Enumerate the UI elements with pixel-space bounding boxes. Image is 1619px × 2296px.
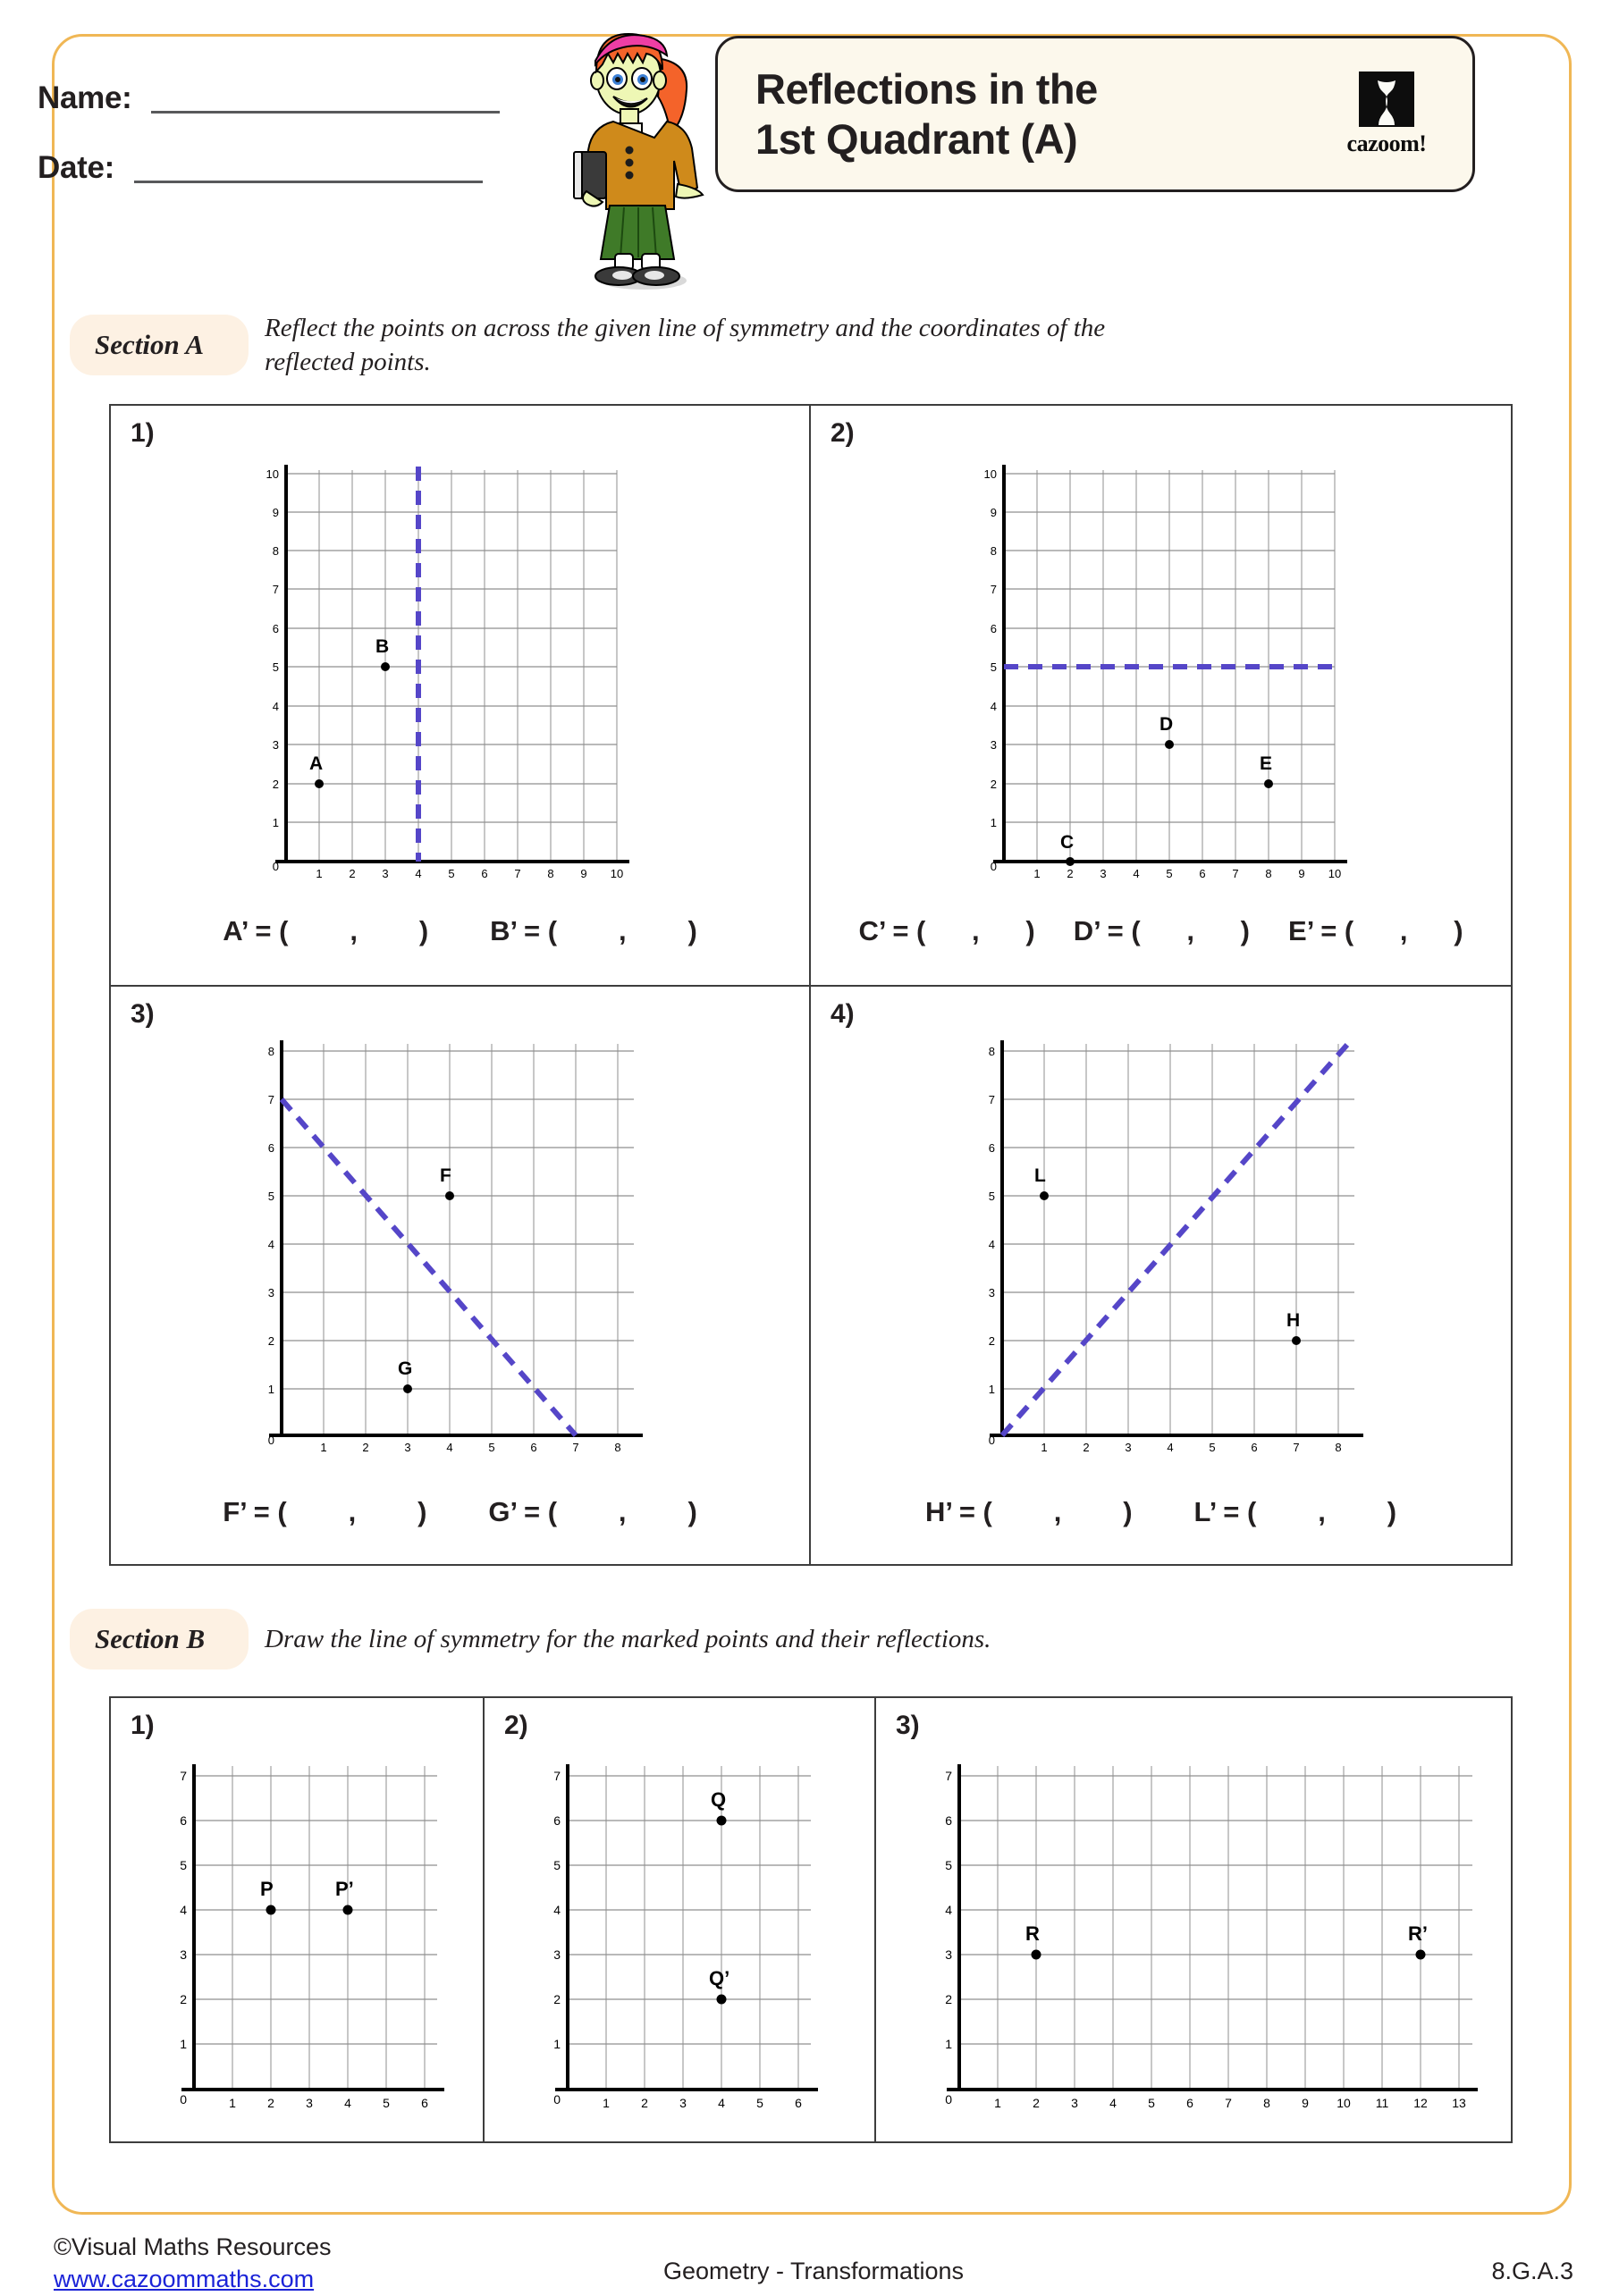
svg-text:12: 12 bbox=[1413, 2096, 1428, 2110]
svg-text:6: 6 bbox=[1251, 1441, 1258, 1451]
svg-text:4: 4 bbox=[553, 1903, 561, 1917]
svg-text:4: 4 bbox=[1133, 867, 1140, 878]
footer-website-link[interactable]: www.cazoommaths.com bbox=[54, 2266, 315, 2293]
svg-text:4: 4 bbox=[945, 1903, 952, 1917]
svg-text:4: 4 bbox=[1109, 2096, 1117, 2110]
svg-text:5: 5 bbox=[945, 1858, 952, 1872]
svg-text:2: 2 bbox=[267, 2096, 274, 2110]
svg-text:B: B bbox=[375, 636, 390, 657]
svg-text:9: 9 bbox=[272, 506, 279, 519]
plot-a2 bbox=[972, 458, 1401, 882]
svg-text:4: 4 bbox=[988, 1238, 995, 1251]
svg-text:6: 6 bbox=[945, 1813, 952, 1828]
svg-text:D: D bbox=[1159, 714, 1174, 735]
svg-text:2: 2 bbox=[180, 1992, 187, 2006]
section-b-pill bbox=[70, 1609, 249, 1669]
svg-text:E: E bbox=[1260, 753, 1273, 774]
svg-text:5: 5 bbox=[990, 660, 997, 674]
question-cell-b2 bbox=[485, 1698, 876, 2141]
svg-text:8: 8 bbox=[267, 1045, 274, 1058]
svg-text:8: 8 bbox=[547, 867, 554, 878]
footer-topic: Geometry - Transformations bbox=[662, 2258, 965, 2284]
svg-text:1: 1 bbox=[272, 816, 279, 829]
svg-text:7: 7 bbox=[1232, 867, 1239, 878]
svg-text:3: 3 bbox=[1100, 867, 1107, 878]
svg-text:4: 4 bbox=[718, 2096, 725, 2110]
question-number-b2: 2) bbox=[504, 1711, 528, 1740]
name-input-line[interactable] bbox=[151, 87, 500, 114]
svg-text:3: 3 bbox=[679, 2096, 687, 2110]
question-cell-a4 bbox=[811, 985, 1511, 1564]
svg-text:5: 5 bbox=[180, 1858, 187, 1872]
svg-text:0: 0 bbox=[945, 2092, 952, 2107]
date-input-line[interactable] bbox=[134, 156, 483, 183]
question-number-a3: 3) bbox=[131, 999, 155, 1029]
svg-text:2: 2 bbox=[272, 778, 279, 791]
svg-text:4: 4 bbox=[180, 1903, 187, 1917]
svg-text:3: 3 bbox=[267, 1286, 274, 1299]
answer-line-a1[interactable]: A’ = ( , ) B’ = ( , ) bbox=[223, 915, 697, 946]
svg-text:4: 4 bbox=[272, 700, 279, 713]
svg-text:2: 2 bbox=[1067, 867, 1074, 878]
svg-text:2: 2 bbox=[1083, 1441, 1090, 1451]
section-b-row-1 bbox=[111, 1698, 1511, 2141]
cazoom-logo bbox=[1333, 71, 1440, 157]
svg-text:3: 3 bbox=[553, 1947, 561, 1962]
svg-text:8: 8 bbox=[614, 1441, 621, 1451]
svg-text:10: 10 bbox=[610, 867, 624, 878]
date-label: Date: bbox=[38, 150, 115, 185]
svg-text:5: 5 bbox=[488, 1441, 495, 1451]
svg-text:4: 4 bbox=[990, 700, 997, 713]
svg-text:3: 3 bbox=[382, 867, 389, 878]
worksheet-header bbox=[0, 0, 1619, 268]
svg-text:2: 2 bbox=[1033, 2096, 1040, 2110]
svg-text:7: 7 bbox=[553, 1769, 561, 1783]
svg-text:0: 0 bbox=[272, 860, 279, 873]
svg-text:7: 7 bbox=[945, 1769, 952, 1783]
svg-text:9: 9 bbox=[580, 867, 587, 878]
svg-text:2: 2 bbox=[641, 2096, 648, 2110]
section-b-label: Section B bbox=[95, 1623, 206, 1654]
svg-text:7: 7 bbox=[272, 583, 279, 596]
svg-text:8: 8 bbox=[988, 1045, 995, 1058]
svg-text:P: P bbox=[260, 1878, 274, 1900]
question-cell-a1 bbox=[111, 406, 811, 985]
svg-text:F: F bbox=[440, 1165, 451, 1186]
svg-text:1: 1 bbox=[990, 816, 997, 829]
page-title-line-2: 1st Quadrant (A) bbox=[755, 114, 1078, 163]
svg-text:1: 1 bbox=[316, 867, 323, 878]
svg-text:3: 3 bbox=[1125, 1441, 1132, 1451]
svg-text:0: 0 bbox=[988, 1434, 995, 1447]
svg-text:3: 3 bbox=[180, 1947, 187, 1962]
plot-a1 bbox=[254, 458, 683, 882]
svg-text:R: R bbox=[1025, 1922, 1040, 1945]
svg-text:0: 0 bbox=[553, 2092, 561, 2107]
svg-text:1: 1 bbox=[945, 2037, 952, 2051]
svg-text:5: 5 bbox=[1148, 2096, 1155, 2110]
svg-text:4: 4 bbox=[344, 2096, 351, 2110]
plot-a3 bbox=[249, 1031, 679, 1456]
svg-text:10: 10 bbox=[1328, 867, 1342, 878]
svg-text:11: 11 bbox=[1375, 2096, 1389, 2110]
svg-text:1: 1 bbox=[320, 1441, 327, 1451]
svg-text:0: 0 bbox=[267, 1434, 274, 1447]
svg-text:7: 7 bbox=[1293, 1441, 1300, 1451]
svg-text:2: 2 bbox=[362, 1441, 369, 1451]
svg-text:6: 6 bbox=[990, 622, 997, 635]
svg-text:10: 10 bbox=[983, 467, 997, 481]
svg-text:6: 6 bbox=[421, 2096, 428, 2110]
section-a-row-2 bbox=[111, 985, 1511, 1564]
svg-text:3: 3 bbox=[306, 2096, 313, 2110]
svg-text:5: 5 bbox=[272, 660, 279, 674]
svg-text:9: 9 bbox=[1298, 867, 1305, 878]
answer-line-a4[interactable]: H’ = ( , ) L’ = ( , ) bbox=[924, 1496, 1397, 1527]
question-number-a2: 2) bbox=[831, 418, 855, 448]
svg-text:3: 3 bbox=[272, 738, 279, 752]
svg-text:G: G bbox=[398, 1358, 413, 1379]
svg-text:6: 6 bbox=[530, 1441, 537, 1451]
svg-text:10: 10 bbox=[1337, 2096, 1351, 2110]
svg-text:R’: R’ bbox=[1408, 1922, 1428, 1945]
svg-text:P’: P’ bbox=[335, 1878, 354, 1900]
page-title bbox=[755, 64, 1098, 164]
svg-text:6: 6 bbox=[272, 622, 279, 635]
svg-text:Q: Q bbox=[711, 1788, 727, 1811]
svg-text:6: 6 bbox=[481, 867, 488, 878]
svg-text:1: 1 bbox=[988, 1383, 995, 1396]
svg-text:C: C bbox=[1060, 832, 1075, 853]
svg-text:7: 7 bbox=[988, 1093, 995, 1106]
svg-text:8: 8 bbox=[990, 544, 997, 558]
svg-text:13: 13 bbox=[1452, 2096, 1466, 2110]
svg-text:1: 1 bbox=[994, 2096, 1001, 2110]
worksheet-title-box bbox=[715, 36, 1475, 192]
svg-text:8: 8 bbox=[1263, 2096, 1270, 2110]
svg-text:4: 4 bbox=[415, 867, 422, 878]
svg-text:5: 5 bbox=[553, 1858, 561, 1872]
svg-text:8: 8 bbox=[1265, 867, 1272, 878]
svg-text:7: 7 bbox=[514, 867, 521, 878]
section-b-bar bbox=[70, 1609, 1411, 1669]
svg-text:1: 1 bbox=[229, 2096, 236, 2110]
page-title-line-1: Reflections in the bbox=[755, 65, 1098, 114]
svg-text:6: 6 bbox=[1199, 867, 1206, 878]
svg-text:L: L bbox=[1034, 1165, 1046, 1186]
svg-text:H: H bbox=[1286, 1310, 1301, 1331]
svg-text:7: 7 bbox=[990, 583, 997, 596]
svg-text:5: 5 bbox=[756, 2096, 763, 2110]
vase-logo-icon bbox=[1359, 71, 1414, 127]
question-number-b1: 1) bbox=[131, 1711, 155, 1740]
logo-wordmark: cazoom! bbox=[1346, 130, 1427, 156]
svg-text:4: 4 bbox=[1167, 1441, 1174, 1451]
svg-text:2: 2 bbox=[945, 1992, 952, 2006]
svg-text:3: 3 bbox=[1071, 2096, 1078, 2110]
svg-text:1: 1 bbox=[1033, 867, 1041, 878]
section-a-row-1 bbox=[111, 406, 1511, 985]
section-b-instruction: Draw the line of symmetry for the marked points and their reflections. bbox=[265, 1624, 991, 1653]
svg-text:6: 6 bbox=[1186, 2096, 1193, 2110]
section-a-label: Section A bbox=[95, 329, 205, 361]
svg-text:7: 7 bbox=[1225, 2096, 1232, 2110]
svg-text:A: A bbox=[309, 753, 324, 774]
question-cell-a2 bbox=[811, 406, 1511, 985]
name-label: Name: bbox=[38, 80, 132, 115]
svg-text:6: 6 bbox=[553, 1813, 561, 1828]
footer-copyright: ©Visual Maths Resources bbox=[54, 2233, 332, 2260]
svg-text:7: 7 bbox=[572, 1441, 579, 1451]
svg-text:2: 2 bbox=[990, 778, 997, 791]
section-a-question-table bbox=[109, 404, 1513, 1566]
question-number-b3: 3) bbox=[896, 1711, 920, 1740]
svg-text:7: 7 bbox=[267, 1093, 274, 1106]
svg-text:9: 9 bbox=[1302, 2096, 1309, 2110]
svg-text:2: 2 bbox=[988, 1334, 995, 1348]
svg-text:8: 8 bbox=[272, 544, 279, 558]
name-field-row bbox=[38, 82, 500, 114]
svg-text:0: 0 bbox=[180, 2092, 187, 2107]
svg-text:10: 10 bbox=[266, 467, 279, 481]
svg-text:5: 5 bbox=[1209, 1441, 1216, 1451]
plot-b1 bbox=[160, 1754, 464, 2115]
question-cell-b1 bbox=[111, 1698, 485, 2141]
section-a-instruction: Reflect the points on across the given line of symmetry and the coordinates of the reflected points. bbox=[265, 314, 1106, 377]
student-girl-illustration bbox=[554, 16, 724, 293]
svg-text:5: 5 bbox=[1166, 867, 1173, 878]
svg-text:6: 6 bbox=[267, 1141, 274, 1155]
question-cell-a3 bbox=[111, 985, 811, 1564]
svg-text:8: 8 bbox=[1335, 1441, 1342, 1451]
question-number-a1: 1) bbox=[131, 418, 155, 448]
svg-text:1: 1 bbox=[1041, 1441, 1048, 1451]
svg-text:2: 2 bbox=[349, 867, 356, 878]
question-cell-b3 bbox=[876, 1698, 1511, 2141]
section-a-bar bbox=[70, 311, 1321, 380]
svg-text:3: 3 bbox=[945, 1947, 952, 1962]
answer-line-a2[interactable]: C’ = ( , ) D’ = ( , ) E’ = ( , ) bbox=[858, 915, 1463, 946]
svg-text:4: 4 bbox=[267, 1238, 274, 1251]
svg-text:1: 1 bbox=[603, 2096, 610, 2110]
svg-text:5: 5 bbox=[448, 867, 455, 878]
svg-text:3: 3 bbox=[990, 738, 997, 752]
section-a-pill bbox=[70, 315, 249, 375]
plot-a4 bbox=[970, 1031, 1399, 1456]
footer-standard-code: 8.G.A.3 bbox=[1491, 2258, 1573, 2284]
svg-text:1: 1 bbox=[267, 1383, 274, 1396]
section-b-question-table bbox=[109, 1696, 1513, 2143]
svg-text:6: 6 bbox=[988, 1141, 995, 1155]
svg-text:5: 5 bbox=[267, 1190, 274, 1203]
svg-text:1: 1 bbox=[180, 2037, 187, 2051]
svg-text:5: 5 bbox=[383, 2096, 390, 2110]
answer-line-a3[interactable]: F’ = ( , ) G’ = ( , ) bbox=[223, 1496, 697, 1527]
svg-text:5: 5 bbox=[988, 1190, 995, 1203]
question-number-a4: 4) bbox=[831, 999, 855, 1029]
svg-text:2: 2 bbox=[553, 1992, 561, 2006]
svg-text:1: 1 bbox=[553, 2037, 561, 2051]
svg-text:6: 6 bbox=[795, 2096, 802, 2110]
svg-text:Q’: Q’ bbox=[709, 1967, 730, 1989]
svg-text:3: 3 bbox=[404, 1441, 411, 1451]
svg-text:0: 0 bbox=[990, 860, 997, 873]
svg-text:2: 2 bbox=[267, 1334, 274, 1348]
svg-text:9: 9 bbox=[990, 506, 997, 519]
svg-text:6: 6 bbox=[180, 1813, 187, 1828]
date-field-row bbox=[38, 152, 483, 183]
svg-text:7: 7 bbox=[180, 1769, 187, 1783]
plot-b2 bbox=[534, 1754, 838, 2115]
plot-b3 bbox=[925, 1754, 1480, 2115]
svg-text:4: 4 bbox=[446, 1441, 453, 1451]
svg-text:3: 3 bbox=[988, 1286, 995, 1299]
